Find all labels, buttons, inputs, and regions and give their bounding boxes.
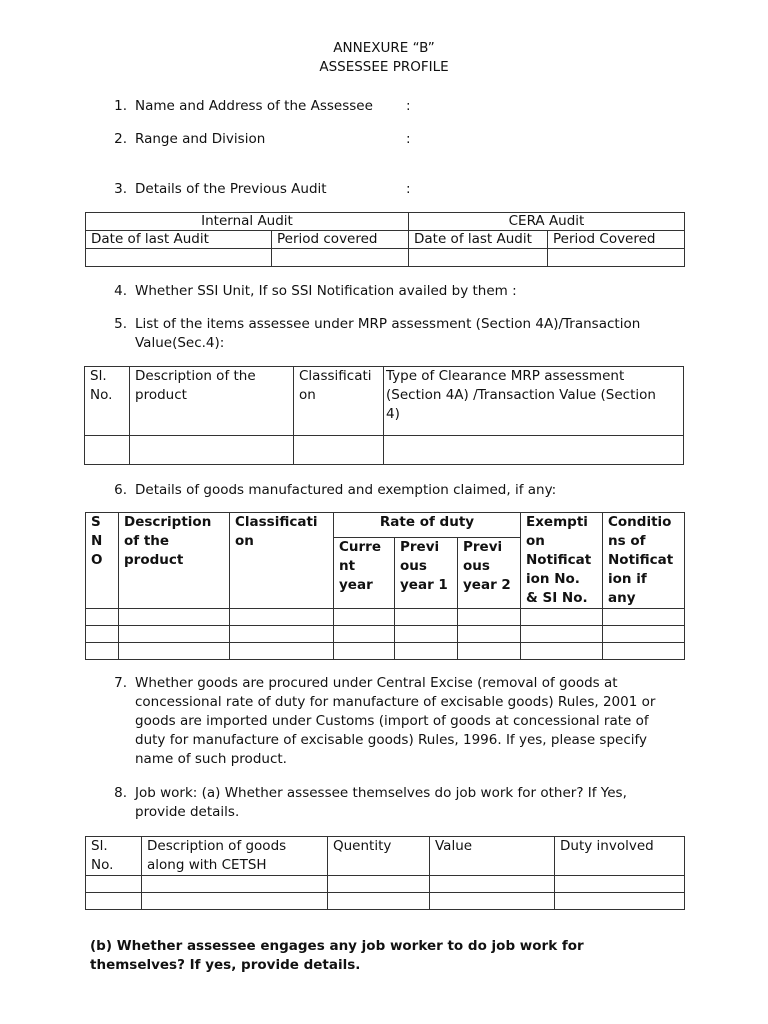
exemption-notification-header	[521, 513, 603, 609]
table-cell	[230, 643, 334, 660]
job-worker-question	[90, 937, 730, 975]
header-line: Previ	[400, 538, 440, 555]
rate-of-duty-header: Rate of duty	[334, 513, 521, 538]
table-cell	[521, 626, 603, 643]
table-cell	[85, 436, 130, 465]
item-5	[0, 315, 768, 353]
goods-exemption-table	[85, 512, 685, 660]
item-6	[0, 481, 768, 500]
header-line: Description of goods	[147, 838, 287, 854]
item-8	[0, 784, 768, 822]
header-line: Exempti	[526, 514, 588, 530]
header-line: on	[299, 387, 316, 403]
table-cell	[86, 249, 272, 267]
quantity-header: Quentity	[328, 837, 430, 876]
table-cell	[119, 626, 230, 643]
cera-date-header: Date of last Audit	[409, 231, 548, 249]
table-cell	[458, 626, 521, 643]
item-8-text-line2: provide details.	[135, 804, 240, 820]
table-cell	[142, 893, 328, 910]
item-7-text-line: goods are imported under Customs (import of goods at concessional rate of	[135, 713, 649, 729]
description-header	[142, 837, 328, 876]
annexure-title: ANNEXURE “B”	[333, 40, 435, 56]
header-line: (Section 4A) /Transaction Value (Section	[386, 387, 656, 403]
table-cell	[86, 609, 119, 626]
header-line: any	[608, 590, 636, 606]
header-line: year 2	[463, 576, 511, 593]
item-3	[0, 180, 768, 199]
table-cell	[458, 609, 521, 626]
header-line: ion No.	[526, 571, 580, 587]
previous-year-2-header	[458, 537, 521, 608]
header-line: product	[135, 387, 187, 403]
table-cell	[294, 436, 384, 465]
classification-header	[230, 513, 334, 609]
header-line: year 1	[400, 576, 448, 593]
header-line: ion if	[608, 571, 647, 587]
table-cell	[395, 643, 458, 660]
item-5-text-line2: Value(Sec.4):	[135, 335, 225, 351]
header-line: Curre	[339, 538, 381, 555]
internal-audit-header: Internal Audit	[86, 213, 409, 231]
cera-period-header: Period Covered	[548, 231, 685, 249]
header-line: Type of Clearance MRP assessment	[386, 368, 625, 384]
table-cell	[334, 626, 395, 643]
table-cell	[86, 643, 119, 660]
previous-year-1-header	[395, 537, 458, 608]
header-line: on	[526, 533, 545, 549]
table-cell	[555, 876, 685, 893]
cera-audit-header: CERA Audit	[409, 213, 685, 231]
table-cell	[409, 249, 548, 267]
table-cell	[521, 609, 603, 626]
item-3-colon: :	[406, 181, 411, 197]
header-line: of the	[124, 533, 170, 549]
value-header: Value	[430, 837, 555, 876]
item-4-number: 4.	[114, 283, 127, 299]
table-cell	[548, 249, 685, 267]
classification-header	[294, 367, 384, 436]
header-line: No.	[90, 387, 113, 403]
header-line: on	[235, 533, 254, 549]
table-cell	[119, 609, 230, 626]
header-line: Description	[124, 514, 212, 530]
question-line: (b) Whether assessee engages any job worker to do job work for	[90, 938, 584, 954]
item-2-colon: :	[406, 131, 411, 147]
description-header	[130, 367, 294, 436]
table-cell	[328, 893, 430, 910]
header-line: Classificati	[299, 368, 372, 384]
table-cell	[86, 893, 142, 910]
item-2	[0, 130, 768, 149]
item-2-text: Range and Division	[135, 131, 266, 147]
header-line: Notificat	[526, 552, 592, 568]
table-cell	[603, 609, 685, 626]
table-cell	[328, 876, 430, 893]
item-7-text-line: concessional rate of duty for manufacture of excisable goods) Rules, 2001 or	[135, 694, 656, 710]
table-cell	[603, 626, 685, 643]
header-line: O	[91, 552, 103, 568]
mrp-items-table	[84, 366, 684, 465]
table-cell	[119, 643, 230, 660]
header-line: S	[91, 514, 101, 530]
table-cell	[458, 643, 521, 660]
header-line: 4)	[386, 406, 400, 422]
table-cell	[384, 436, 684, 465]
question-line: themselves? If yes, provide details.	[90, 957, 361, 973]
table-cell	[555, 893, 685, 910]
table-cell	[430, 893, 555, 910]
header-line: No.	[91, 857, 114, 873]
header-line: Conditio	[608, 514, 672, 530]
sl-no-header	[85, 367, 130, 436]
page-title: ASSESSEE PROFILE	[319, 59, 449, 75]
item-1	[0, 97, 768, 116]
header-line: & SI No.	[526, 590, 588, 606]
item-4-text: Whether SSI Unit, If so SSI Notification availed by them :	[135, 283, 517, 299]
item-1-colon: :	[406, 98, 411, 114]
header-line: ns of	[608, 533, 646, 549]
header-line: Sl.	[90, 368, 107, 384]
item-7-text-line: name of such product.	[135, 751, 287, 767]
description-header	[119, 513, 230, 609]
sl-no-header	[86, 837, 142, 876]
item-2-number: 2.	[114, 131, 127, 147]
item-4	[0, 282, 768, 301]
item-1-text: Name and Address of the Assessee	[135, 98, 373, 114]
item-8-text-line1: Job work: (a) Whether assessee themselves do job work for other? If Yes,	[135, 785, 627, 801]
table-cell	[430, 876, 555, 893]
conditions-header	[603, 513, 685, 609]
item-3-text: Details of the Previous Audit	[135, 181, 327, 197]
table-cell	[395, 609, 458, 626]
header-line: ous	[463, 557, 490, 574]
header-line: year	[339, 576, 373, 593]
table-cell	[395, 626, 458, 643]
item-6-number: 6.	[114, 482, 127, 498]
header-line: product	[124, 552, 184, 568]
item-7-text-line: Whether goods are procured under Central Excise (removal of goods at	[135, 675, 618, 691]
item-3-number: 3.	[114, 181, 127, 197]
item-5-number: 5.	[114, 316, 127, 332]
item-1-number: 1.	[114, 98, 127, 114]
header-line: Previ	[463, 538, 503, 555]
table-cell	[86, 626, 119, 643]
header-line: nt	[339, 557, 356, 574]
header-line: Description of the	[135, 368, 256, 384]
item-5-text-line1: List of the items assessee under MRP assessment (Section 4A)/Transaction	[135, 316, 641, 332]
item-7-number: 7.	[114, 675, 127, 691]
duty-involved-header: Duty involved	[555, 837, 685, 876]
current-year-header	[334, 537, 395, 608]
item-6-text: Details of goods manufactured and exemption claimed, if any:	[135, 482, 557, 498]
header-line: Classificati	[235, 514, 318, 530]
item-8-number: 8.	[114, 785, 127, 801]
internal-date-header: Date of last Audit	[86, 231, 272, 249]
header-line: N	[91, 533, 103, 549]
previous-audit-table	[85, 212, 685, 267]
internal-period-header: Period covered	[272, 231, 409, 249]
table-cell	[521, 643, 603, 660]
table-cell	[230, 626, 334, 643]
table-cell	[230, 609, 334, 626]
clearance-type-header	[384, 367, 684, 436]
table-cell	[142, 876, 328, 893]
job-work-table	[85, 836, 685, 910]
table-cell	[334, 643, 395, 660]
sno-header	[86, 513, 119, 609]
table-cell	[272, 249, 409, 267]
table-cell	[603, 643, 685, 660]
item-7-text-line: duty for manufacture of excisable goods) Rules, 1996. If yes, please specify	[135, 732, 647, 748]
item-7	[0, 674, 768, 770]
table-cell	[86, 876, 142, 893]
table-cell	[130, 436, 294, 465]
table-cell	[334, 609, 395, 626]
header-line: Sl.	[91, 838, 108, 854]
header-line: along with CETSH	[147, 857, 267, 873]
header-line: Notificat	[608, 552, 674, 568]
header-line: ous	[400, 557, 427, 574]
